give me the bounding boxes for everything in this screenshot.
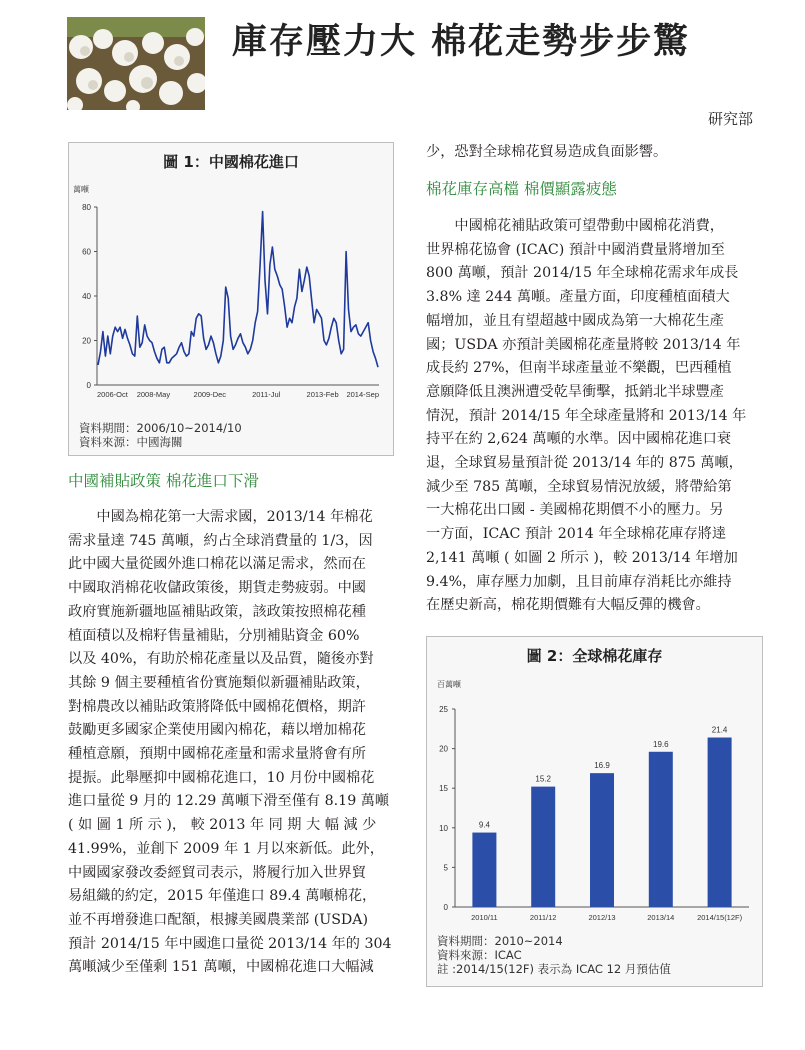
text-line: 種植意願，預期中國棉花產量和需求量將會有所 [68, 746, 366, 763]
x-tick-label: 2009-Dec [193, 390, 227, 399]
stock-bar [590, 773, 614, 907]
text-line: 退，全球貿易量預計從 2013/14 年的 875 萬噸， [426, 455, 743, 472]
text-line: 國；USDA 亦預計美國棉花產量將較 2013/14 年 [426, 336, 741, 353]
bar-value-label: 21.4 [711, 725, 728, 735]
stock-bar [531, 787, 555, 907]
text-line: 一大棉花出口國 - 美國棉花期價不小的壓力。另 [426, 502, 724, 519]
x-tick-label: 2006-Oct [97, 390, 128, 399]
section1-body [68, 506, 403, 980]
bar-value-label: 16.9 [594, 761, 610, 771]
text-line: 需求量達 745 萬噸，約占全球消費量的 1/3，因 [68, 532, 373, 549]
text-line: 預計 2014/15 年中國進口量從 2013/14 年的 304 [68, 935, 392, 952]
y-tick-label: 20 [439, 744, 448, 754]
figure2-box [426, 636, 763, 987]
y-axis-unit: 萬噸 [73, 185, 89, 194]
text-line: 中國國家發改委經貿司表示，將履行加入世界貿 [68, 864, 366, 881]
section2-intro: 少，恐對全球棉花貿易造成負面影響。 [426, 144, 668, 160]
stock-bar [708, 738, 732, 907]
section2-heading: 棉花庫存高檔 棉價顯露疲態 [426, 180, 617, 198]
text-line: 中國取消棉花收儲政策後，期貨走勢疲弱。中國 [68, 580, 366, 597]
text-line: 幅增加，並且有望超越中國成為第一大棉花生產 [426, 312, 724, 329]
y-tick-label: 20 [82, 336, 91, 346]
x-tick-label: 2008-May [136, 390, 171, 399]
department-label: 研究部 [708, 110, 754, 128]
y-tick-label: 25 [439, 705, 448, 714]
text-line: 800 萬噸，預計 2014/15 年全球棉花需求年成長 [426, 265, 739, 282]
figure1-title: 圖 1：中國棉花進口 [163, 153, 299, 171]
y-tick-label: 0 [443, 903, 448, 912]
page-title: 庫存壓力大 棉花走勢步步驚 [232, 22, 691, 62]
y-tick-label: 5 [443, 863, 448, 873]
text-line: 3.8% 達 244 萬噸。產量方面，印度種植面積大 [426, 289, 730, 306]
imports-series-line [98, 212, 378, 368]
text-line: 提振。此舉壓抑中國棉花進口，10 月份中國棉花 [68, 769, 375, 786]
text-line: 一方面，ICAC 預計 2014 年全球棉花庫存將達 [426, 526, 727, 543]
text-line: 41.99%，並創下 2009 年 1 月以來新低。此外， [68, 840, 384, 857]
text-line: 此中國大量從國外進口棉花以滿足需求，然而在 [68, 556, 366, 573]
text-line: 植面積以及棉籽售量補貼，分別補貼資金 60% [68, 627, 360, 644]
stock-bar [649, 752, 673, 907]
text-line: 情況，預計 2014/15 年全球產量將和 2013/14 年 [426, 407, 747, 424]
y-tick-label: 60 [82, 247, 91, 257]
y-tick-label: 40 [82, 292, 91, 301]
figure2-note: 註 :2014/15(12F) 表示為 ICAC 12 月預估值 [437, 962, 671, 976]
x-tick-label: 2014-Sep [346, 390, 379, 399]
bar-value-label: 15.2 [535, 774, 551, 784]
figure2-source: 資料來源：ICAC [437, 948, 522, 962]
x-category-label: 2011/12 [529, 913, 557, 922]
x-category-label: 2010/11 [471, 913, 498, 922]
figure1-box [68, 142, 394, 456]
text-line: 2,141 萬噸 ( 如圖 2 所示 )，較 2013/14 年增加 [426, 549, 738, 566]
text-line: 萬噸減少至僅剩 151 萬噸，中國棉花進口大幅減 [68, 959, 374, 976]
text-line: 意願降低且澳洲遭受乾旱衝擊，抵銷北半球豐產 [426, 383, 724, 400]
bar-value-label: 19.6 [653, 739, 669, 749]
figure2-bar-chart [427, 671, 762, 933]
x-tick-label: 2011-Jul [252, 390, 281, 399]
y-tick-label: 15 [439, 784, 448, 794]
y-tick-label: 10 [439, 823, 448, 833]
text-line: 以及 40%，有助於棉花產量以及品質，隨後亦對 [68, 651, 374, 668]
section2-body [426, 215, 761, 618]
figure1-period: 資料期間：2006/10~2014/10 [79, 421, 242, 435]
figure2-title: 圖 2：全球棉花庫存 [526, 647, 663, 665]
section2-intro-paragraph [426, 141, 761, 165]
text-line: 成長約 27%，但南半球產量並不樂觀，巴西種植 [426, 360, 732, 377]
figure1-source: 資料來源：中國海關 [79, 435, 183, 449]
bar-value-label: 9.4 [478, 820, 490, 830]
text-line: 減少至 785 萬噸，全球貿易情況放緩，將帶給第 [426, 478, 732, 495]
text-line: 在歷史新高，棉花期價難有大幅反彈的機會。 [426, 597, 710, 614]
section1-heading: 中國補貼政策 棉花進口下滑 [68, 472, 259, 490]
text-line: 政府實施新疆地區補貼政策，該政策按照棉花種 [68, 603, 366, 620]
text-line: 9.4%，庫存壓力加劇，且目前庫存消耗比亦維持 [426, 573, 732, 590]
x-category-label: 2013/14 [647, 913, 675, 922]
text-line: 持平在約 2,624 萬噸的水準。因中國棉花進口衰 [426, 431, 732, 448]
text-line: 對棉農改以補貼政策將降低中國棉花價格，期許 [68, 698, 366, 715]
y-tick-label: 0 [86, 381, 91, 390]
text-line: 世界棉花協會 (ICAC) 預計中國消費量將增加至 [426, 241, 725, 258]
text-line: 並不再增發進口配額，根據美國農業部 (USDA) [68, 911, 369, 928]
figure2-period: 資料期間：2010~2014 [437, 934, 563, 948]
x-tick-label: 2013-Feb [306, 390, 339, 399]
text-line: 易組織的約定，2015 年僅進口 89.4 萬噸棉花， [68, 888, 377, 905]
text-line: 進口量從 9 月的 12.29 萬噸下滑至僅有 8.19 萬噸 [68, 793, 390, 810]
y-axis-unit: 百萬噸 [437, 680, 461, 689]
text-line: 中國為棉花第一大需求國，2013/14 年棉花 [68, 509, 373, 525]
x-category-label: 2014/15(12F) [697, 913, 743, 922]
text-line: 鼓勵更多國家企業使用國內棉花，藉以增加棉花 [68, 722, 366, 739]
stock-bar [472, 833, 496, 907]
x-category-label: 2012/13 [588, 913, 616, 922]
text-line: ( 如 圖 1 所 示 )， 較 2013 年 同 期 大 幅 減 少 [68, 817, 377, 834]
cotton-photo [67, 17, 205, 110]
figure1-line-chart [69, 177, 393, 417]
text-line: 中國棉花補貼政策可望帶動中國棉花消費， [426, 218, 724, 234]
text-line: 其餘 9 個主要種植省份實施類似新疆補貼政策， [68, 674, 370, 691]
y-tick-label: 80 [82, 203, 91, 212]
